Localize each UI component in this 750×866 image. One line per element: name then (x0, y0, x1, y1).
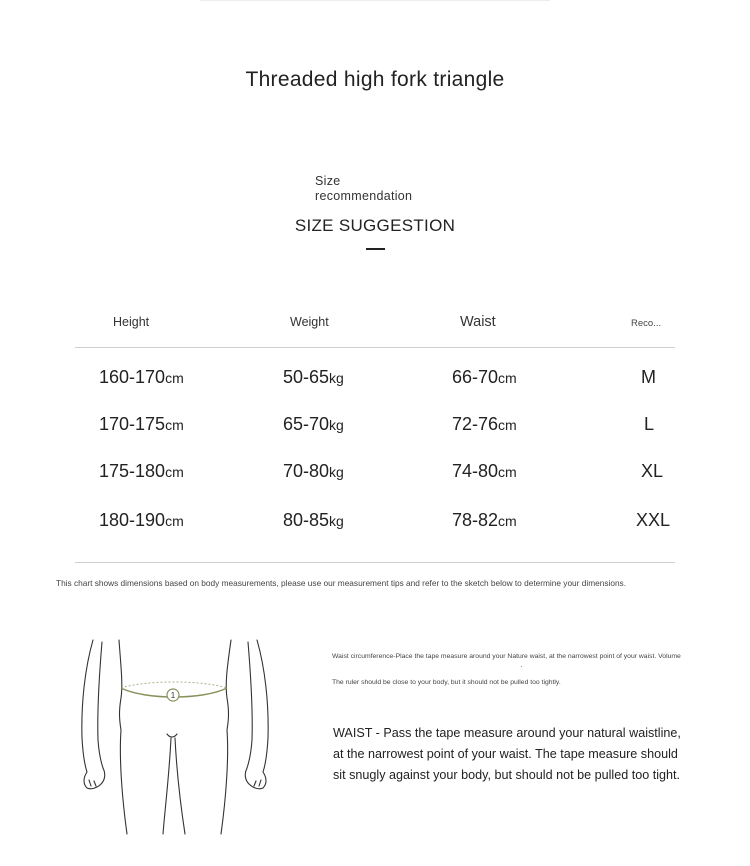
table-row-2-size: L (644, 414, 655, 434)
header-recommended: Reco... (631, 318, 662, 329)
table-row-2-weight: 65-70kg (283, 414, 344, 434)
body-sketch-illustration (75, 638, 275, 838)
size-recommendation-caption (315, 174, 412, 204)
table-row-3-waist: 74-80cm (452, 461, 517, 481)
table-row-2-waist: 72-76cm (452, 414, 517, 434)
table-row-4-weight: 80-85kg (283, 510, 344, 530)
chart-note: This chart shows dimensions based on body measurements, please use our measurement tips and refer to the sketch below to determine your dimensions. (56, 578, 627, 588)
table-row-3-weight: 70-80kg (283, 461, 344, 481)
table-row-1-height: 160-170cm (99, 367, 184, 387)
page-title: Threaded high fork triangle (245, 68, 505, 91)
table-row-2-height: 170-175cm (99, 414, 184, 434)
table-row-4-height: 180-190cm (99, 510, 184, 530)
header-weight: Weight (290, 315, 329, 329)
caption-line-2: recommendation (315, 189, 413, 203)
table-row-3-height: 175-180cm (99, 461, 184, 481)
section-heading: SIZE SUGGESTION (294, 216, 456, 235)
table-header-divider (75, 347, 675, 348)
heading-underline (366, 248, 385, 250)
table-row-3-size: XL (641, 461, 664, 481)
waist-instructions (333, 723, 693, 786)
table-row-1-weight: 50-65kg (283, 367, 344, 387)
table-row-4-waist: 78-82cm (452, 510, 517, 530)
table-row-1-waist: 66-70cm (452, 367, 517, 387)
waist-text: - Pass the tape measure around your natural waistline, at the narrowest point of your waist. The tape measure should sit snugly against your body, but should not be pulled too tight. (333, 726, 681, 782)
header-waist: Waist (460, 314, 496, 330)
tip-line-2: The ruler should be close to your body, but it should not be pulled too tightly. (332, 679, 561, 686)
header-height: Height (113, 315, 150, 329)
table-row-1-size: M (641, 367, 656, 387)
top-divider (200, 0, 550, 1)
table-bottom-divider (75, 562, 675, 563)
waist-label: WAIST (333, 726, 373, 740)
tip-dot (521, 666, 522, 667)
table-row-4-size: XXL (636, 510, 671, 530)
caption-line-1: Size (315, 174, 341, 188)
waist-marker-label: 1 (170, 691, 176, 700)
tip-line-1: Waist circumference-Place the tape measure around your Nature waist, at the narrowest point of your waist. Volume (332, 653, 681, 660)
